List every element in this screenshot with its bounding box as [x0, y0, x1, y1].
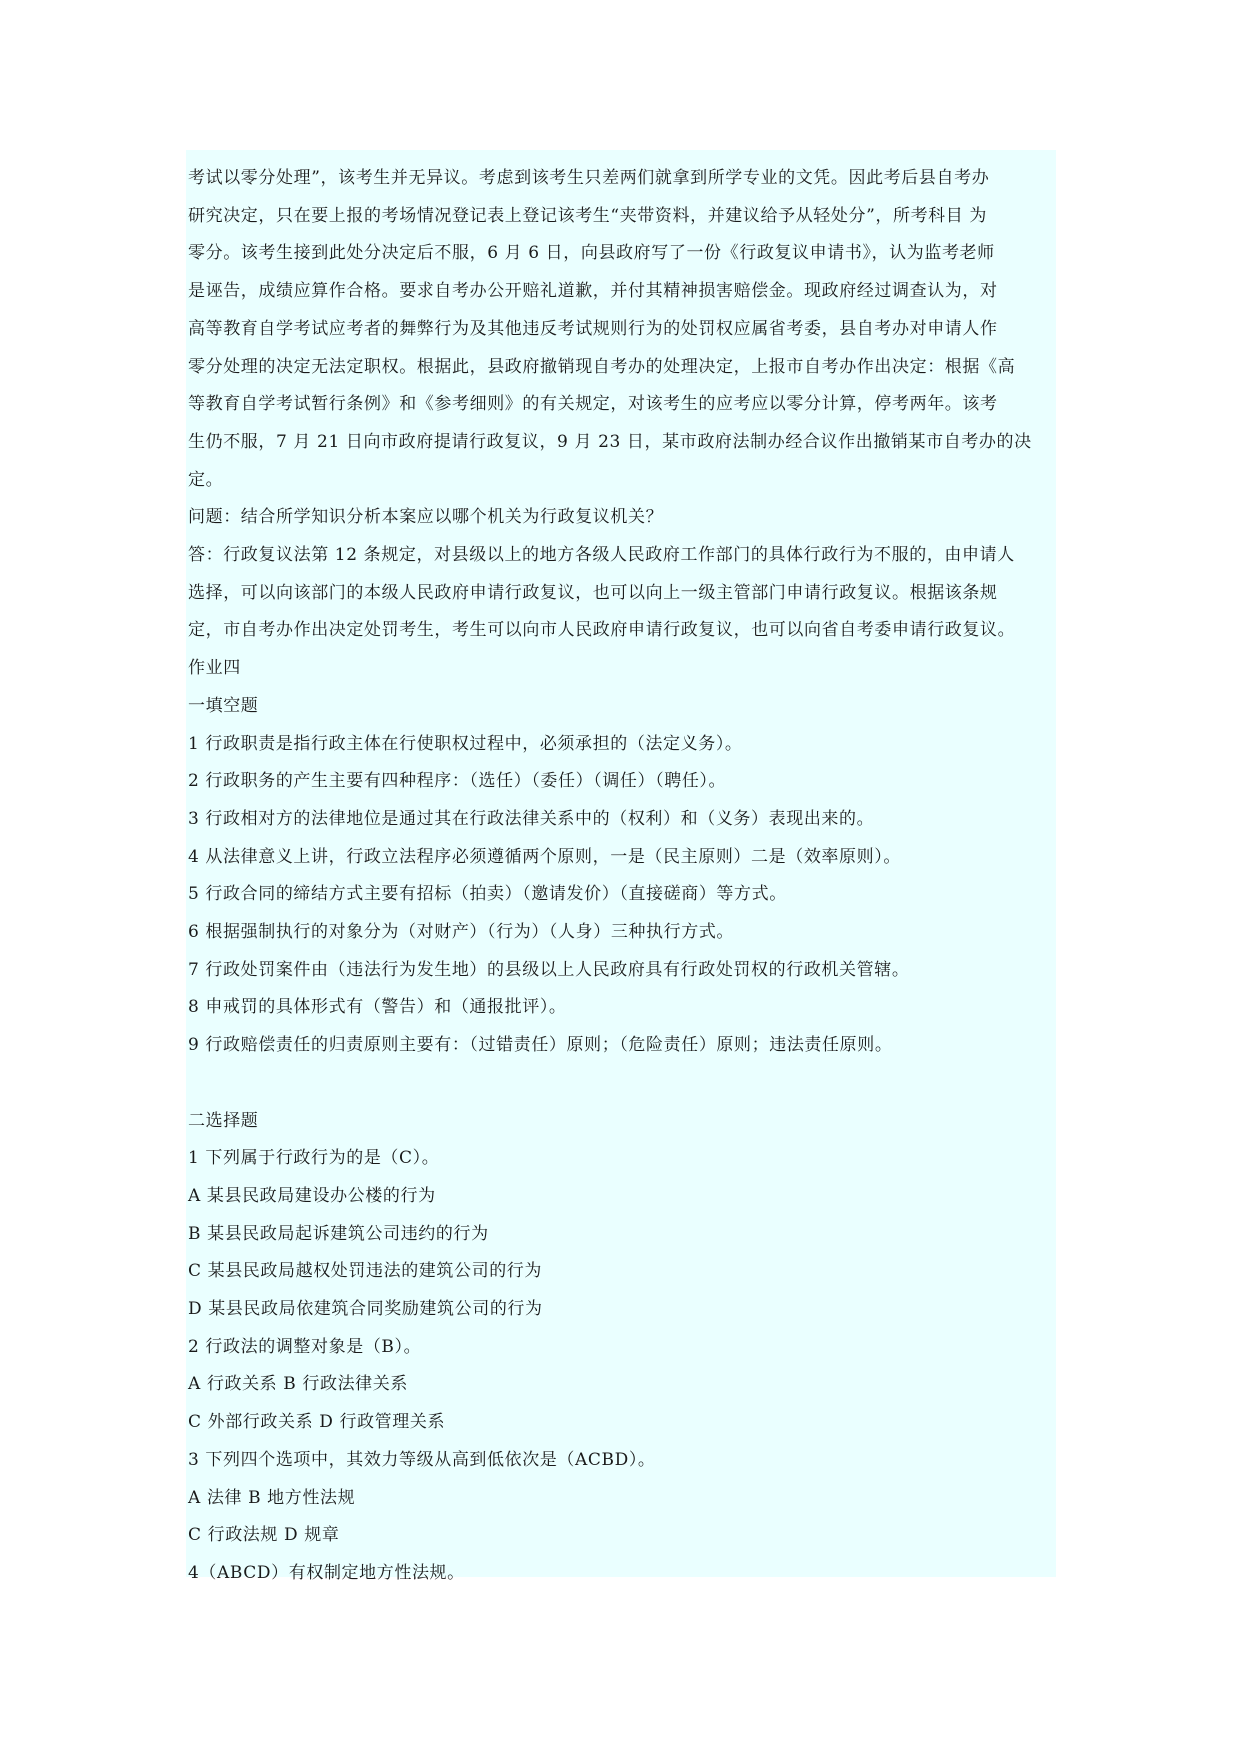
- choice-option: C 行政法规 D 规章: [188, 1525, 340, 1546]
- fill-in-item: 5 行政合同的缔结方式主要有招标（拍卖）（邀请发价）（直接磋商）等方式。: [188, 884, 787, 905]
- case-line: 零分处理的决定无法定职权。根据此，县政府撤销现自考办的处理决定，上报市自考办作出决定：根据《高: [188, 356, 1016, 377]
- fill-in-heading: 一填空题: [188, 695, 259, 716]
- fill-in-item: 4 从法律意义上讲，行政立法程序必须遵循两个原则，一是（民主原则）二是（效率原则）。: [188, 846, 901, 867]
- choice-option: D 某县民政局依建筑合同奖励建筑公司的行为: [188, 1299, 543, 1320]
- blank-line: [188, 1065, 1054, 1103]
- document-body: [188, 160, 1054, 1593]
- case-line: 研究决定，只在要上报的考场情况登记表上登记该考生“夹带资料，并建议给予从轻处分”，所考科目 为: [188, 205, 987, 226]
- choice-question: 1 下列属于行政行为的是（C）。: [188, 1148, 440, 1169]
- homework-title: 作业四: [188, 658, 241, 679]
- case-line: 定。: [188, 469, 224, 490]
- choice-question: 2 行政法的调整对象是（B）。: [188, 1336, 422, 1357]
- choice-option: A 行政关系 B 行政法律关系: [188, 1374, 408, 1395]
- choice-option: C 某县民政局越权处罚违法的建筑公司的行为: [188, 1261, 543, 1282]
- fill-in-item: 1 行政职责是指行政主体在行使职权过程中，必须承担的（法定义务）。: [188, 733, 743, 754]
- answer-line: 定，市自考办作出决定处罚考生，考生可以向市人民政府申请行政复议，也可以向省自考委申请行政复议。: [188, 620, 1016, 641]
- answer-line: 答：行政复议法第 12 条规定，对县级以上的地方各级人民政府工作部门的具体行政行为不服的，由申请人: [188, 545, 1015, 566]
- case-line: 生仍不服，7 月 21 日向市政府提请行政复议，9 月 23 日，某市政府法制办经合议作出撤销某市自考办的决: [188, 431, 1032, 452]
- case-answer: [188, 537, 1054, 650]
- case-line: 是诬告，成绩应算作合格。要求自考办公开赔礼道歉，并付其精神损害赔偿金。现政府经过调查认为，对: [188, 281, 998, 302]
- case-question: 问题：结合所学知识分析本案应以哪个机关为行政复议机关？: [188, 507, 664, 528]
- answer-line: 选择，可以向该部门的本级人民政府申请行政复议，也可以向上一级主管部门申请行政复议。根据该条规: [188, 582, 998, 603]
- fill-in-section: [188, 688, 1054, 1065]
- case-line: 考试以零分处理”，该考生并无异议。考虑到该考生只差两们就拿到所学专业的文凭。因此考后县自考办: [188, 168, 990, 188]
- choice-section: [188, 1103, 1054, 1593]
- fill-in-item: 2 行政职务的产生主要有四种程序：（选任）（委任）（调任）（聘任）。: [188, 771, 727, 792]
- choice-heading: 二选择题: [188, 1110, 259, 1131]
- choice-option: A 某县民政局建设办公楼的行为: [188, 1185, 436, 1206]
- fill-in-item: 3 行政相对方的法律地位是通过其在行政法律关系中的（权利）和（义务）表现出来的。: [188, 808, 875, 829]
- fill-in-item: 6 根据强制执行的对象分为（对财产）（行为）（人身）三种执行方式。: [188, 922, 735, 943]
- choice-question: 3 下列四个选项中，其效力等级从高到低依次是（ACBD）。: [188, 1449, 656, 1470]
- choice-option: A 法律 B 地方性法规: [188, 1487, 356, 1508]
- fill-in-item: 7 行政处罚案件由（违法行为发生地）的县级以上人民政府具有行政处罚权的行政机关管辖。: [188, 959, 910, 980]
- case-line: 零分。该考生接到此处分决定后不服，6 月 6 日，向县政府写了一份《行政复议申请书》，认为监考老师: [188, 243, 995, 264]
- choice-option: B 某县民政局起诉建筑公司违约的行为: [188, 1223, 489, 1244]
- choice-option: C 外部行政关系 D 行政管理关系: [188, 1412, 446, 1433]
- fill-in-item: 8 申戒罚的具体形式有（警告）和（通报批评）。: [188, 997, 567, 1018]
- choice-question: 4（ABCD）有权制定地方性法规。: [188, 1563, 465, 1583]
- case-line: 高等教育自学考试应考者的舞弊行为及其他违反考试规则行为的处罚权应属省考委，县自考办对申请人作: [188, 318, 998, 339]
- case-line: 等教育自学考试暂行条例》和《参考细则》的有关规定，对该考生的应考应以零分计算，停考两年。该考: [188, 394, 998, 415]
- fill-in-item: 9 行政赔偿责任的归责原则主要有：（过错责任）原则；（危险责任）原则；违法责任原则。: [188, 1035, 893, 1056]
- case-paragraph: [188, 160, 1054, 499]
